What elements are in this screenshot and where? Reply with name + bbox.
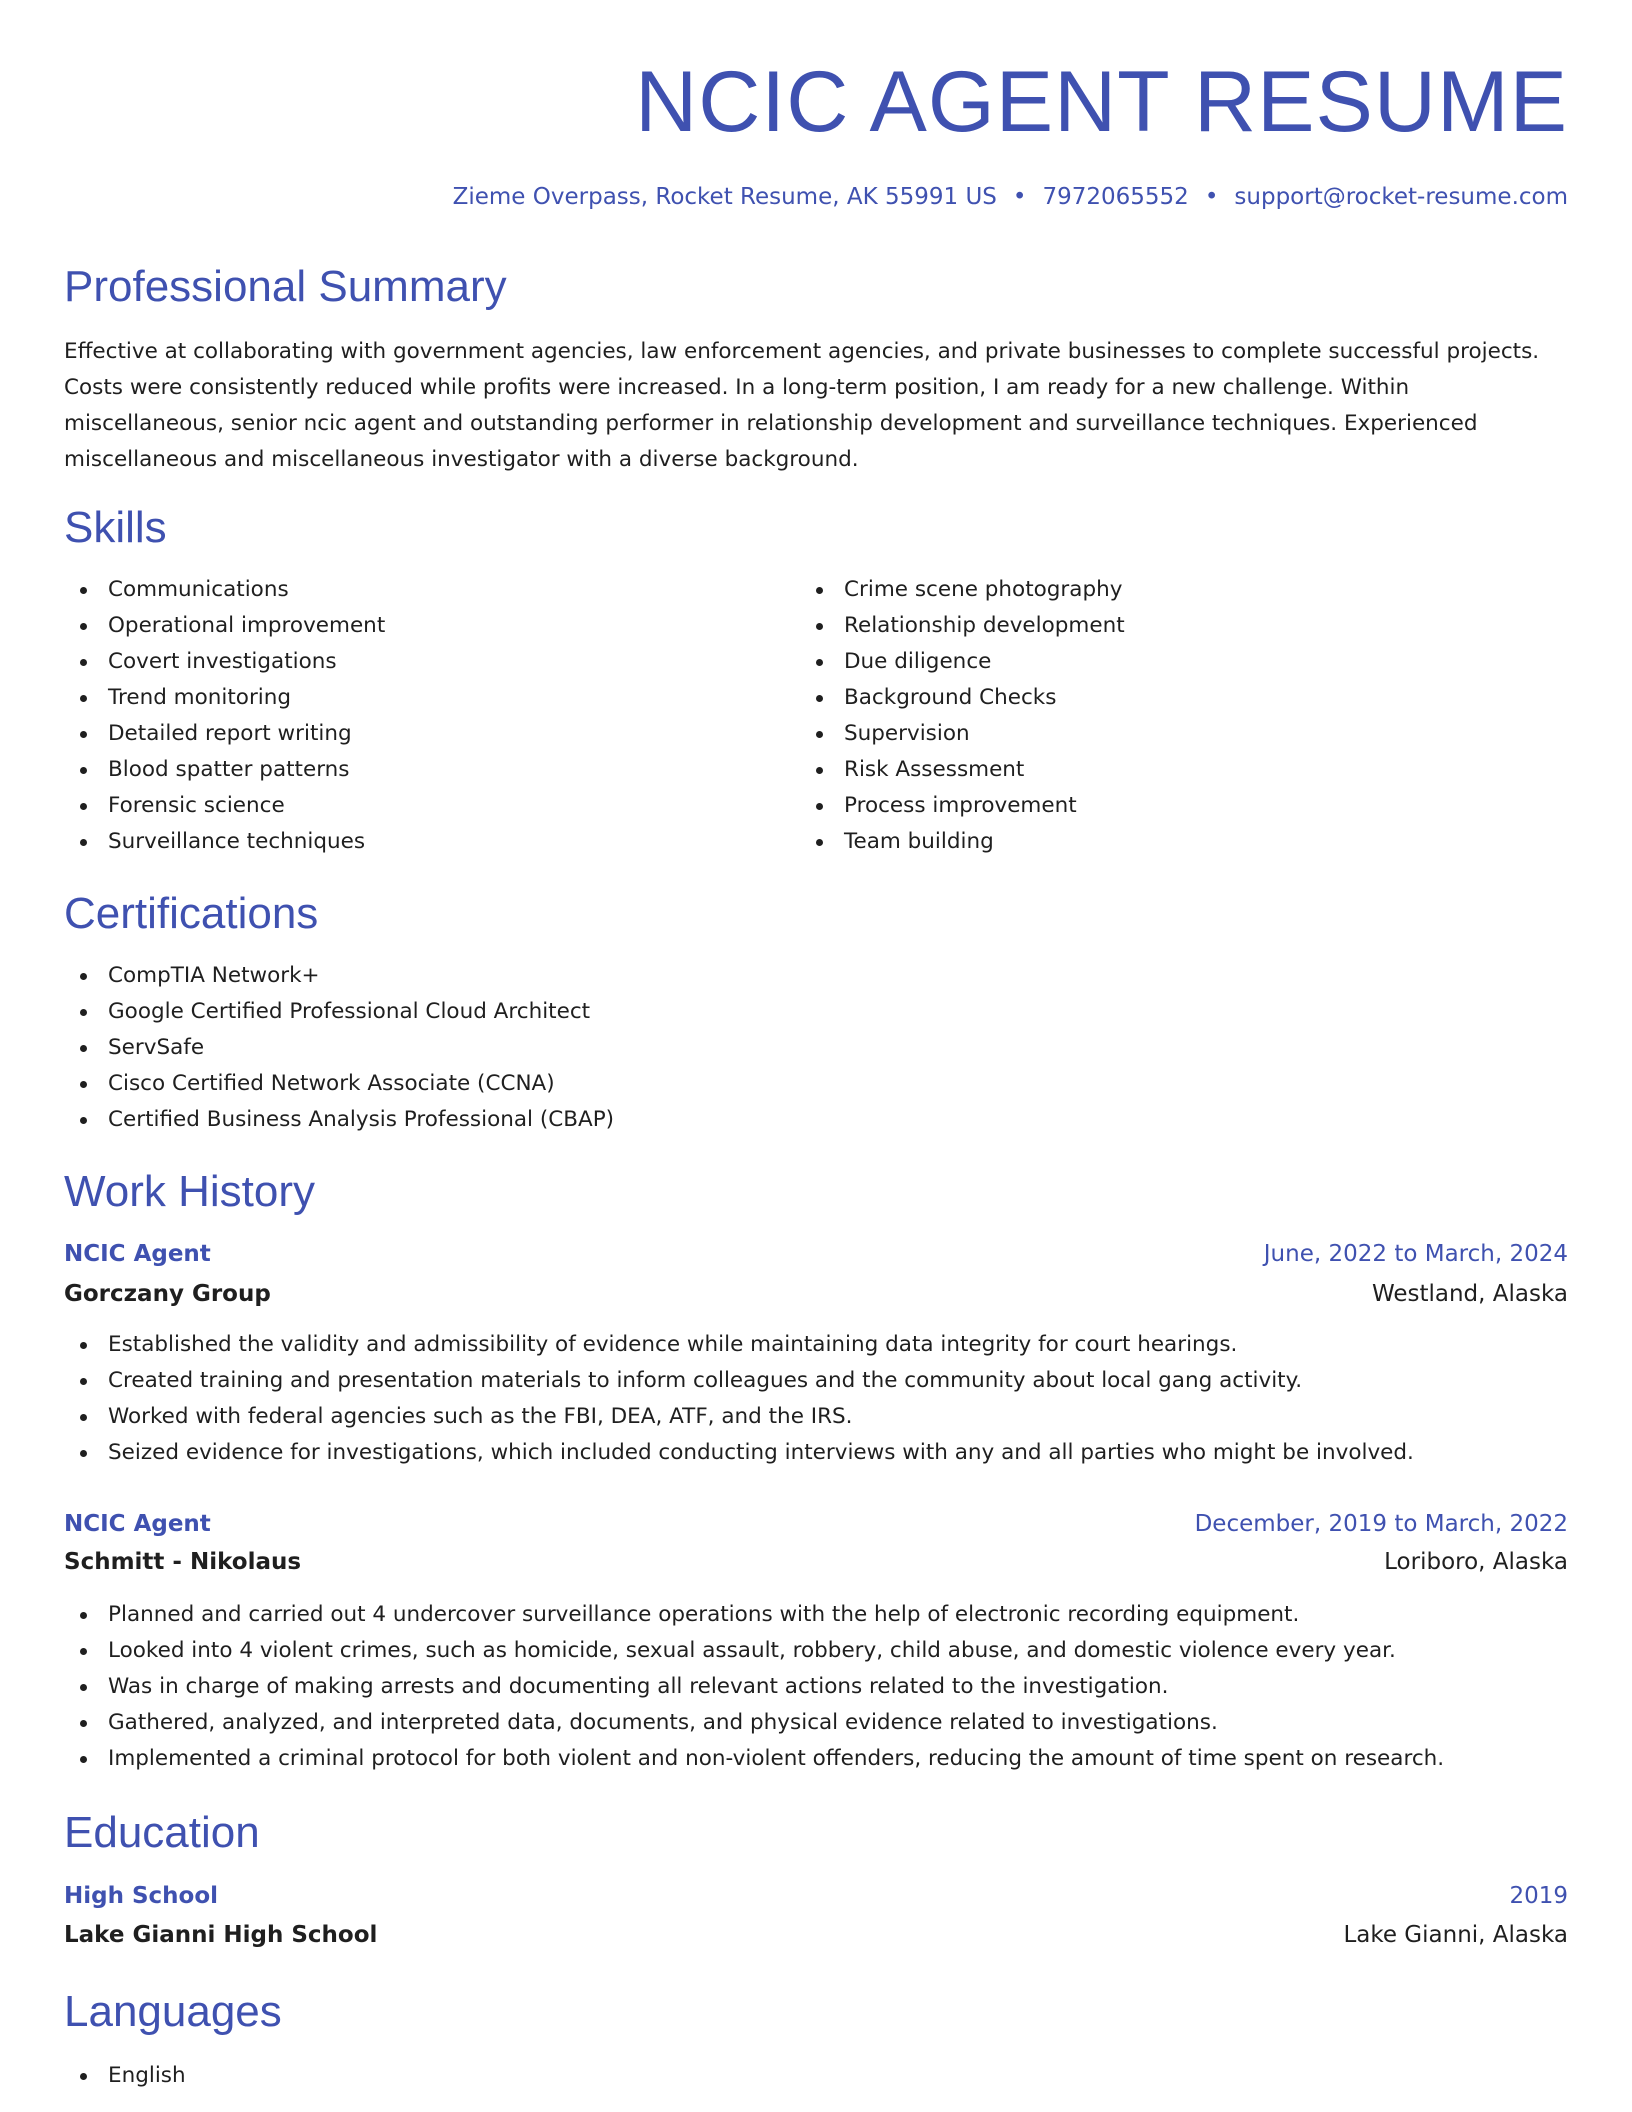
skill-item: Relationship development xyxy=(800,608,1125,644)
skill-item: Supervision xyxy=(800,716,1125,752)
job-company: Gorczany Group xyxy=(64,1281,271,1307)
education-year: 2019 xyxy=(1509,1883,1568,1909)
skill-item: Blood spatter patterns xyxy=(64,752,385,788)
skill-item: Covert investigations xyxy=(64,644,385,680)
job-bullet: Looked into 4 violent crimes, such as homicide, sexual assault, robbery, child abuse, and domestic violence every year. xyxy=(64,1633,1444,1669)
contact-email: support@rocket-resume.com xyxy=(1234,184,1568,210)
languages-list xyxy=(64,2058,186,2094)
education-location: Lake Gianni, Alaska xyxy=(1343,1922,1568,1948)
skills-list-right xyxy=(800,572,1125,860)
job-bullets xyxy=(64,1597,1444,1777)
job-bullet: Worked with federal agencies such as the FBI, DEA, ATF, and the IRS. xyxy=(64,1399,1414,1435)
summary-text: Effective at collaborating with government agencies, law enforcement agencies, and private businesses to complete successful projects. Costs were consistently reduced while profits were increased. In a long-term position, I am ready for a new challenge. Within miscellaneous, senior ncic agent and outstanding performer in relationship development and surveillance techniques. Experienced miscellaneous and miscellaneous investigator with a diverse background. xyxy=(64,339,1540,472)
languages-heading: Languages xyxy=(64,1987,282,2036)
education-header xyxy=(64,1876,1568,1916)
skill-item: Crime scene photography xyxy=(800,572,1125,608)
contact-separator: • xyxy=(1012,184,1027,210)
job-subheader xyxy=(64,1274,1568,1314)
job-bullet: Seized evidence for investigations, which included conducting interviews with any and all parties who might be involved. xyxy=(64,1435,1414,1471)
language-item: English xyxy=(64,2058,186,2094)
certifications-heading: Certifications xyxy=(64,889,319,938)
skills-heading: Skills xyxy=(64,503,167,552)
resume-title: NCIC AGENT RESUME xyxy=(635,54,1568,150)
skill-item: Communications xyxy=(64,572,385,608)
job-location: Loriboro, Alaska xyxy=(1384,1549,1568,1575)
job-title: NCIC Agent xyxy=(64,1241,211,1267)
job-bullet: Gathered, analyzed, and interpreted data, documents, and physical evidence related to investigations. xyxy=(64,1705,1444,1741)
contact-line xyxy=(453,180,1568,214)
job-dates: June, 2022 to March, 2024 xyxy=(1263,1241,1568,1267)
skill-item: Due diligence xyxy=(800,644,1125,680)
education-heading: Education xyxy=(64,1808,260,1857)
education-subheader xyxy=(64,1915,1568,1955)
certification-item: Certified Business Analysis Professional (CBAP) xyxy=(64,1102,614,1138)
skill-item: Forensic science xyxy=(64,788,385,824)
skill-item: Trend monitoring xyxy=(64,680,385,716)
job-bullets xyxy=(64,1327,1414,1471)
certification-item: Google Certified Professional Cloud Architect xyxy=(64,994,614,1030)
certifications-list xyxy=(64,958,614,1138)
contact-separator: • xyxy=(1204,184,1219,210)
job-bullet: Created training and presentation materials to inform colleagues and the community about local gang activity. xyxy=(64,1363,1414,1399)
job-header xyxy=(64,1504,1568,1544)
job-subheader xyxy=(64,1542,1568,1582)
contact-phone: 7972065552 xyxy=(1042,184,1189,210)
certification-item: ServSafe xyxy=(64,1030,614,1066)
job-company: Schmitt - Nikolaus xyxy=(64,1549,302,1575)
job-dates: December, 2019 to March, 2022 xyxy=(1194,1511,1568,1537)
job-title: NCIC Agent xyxy=(64,1511,211,1537)
certification-item: CompTIA Network+ xyxy=(64,958,614,994)
skill-item: Team building xyxy=(800,824,1125,860)
skill-item: Process improvement xyxy=(800,788,1125,824)
job-bullet: Implemented a criminal protocol for both violent and non-violent offenders, reducing the amount of time spent on research. xyxy=(64,1741,1444,1777)
job-header xyxy=(64,1234,1568,1274)
job-bullet: Was in charge of making arrests and documenting all relevant actions related to the investigation. xyxy=(64,1669,1444,1705)
contact-address: Zieme Overpass, Rocket Resume, AK 55991 US xyxy=(452,184,997,210)
job-bullet: Planned and carried out 4 undercover surveillance operations with the help of electronic recording equipment. xyxy=(64,1597,1444,1633)
education-degree: High School xyxy=(64,1883,219,1909)
summary-heading: Professional Summary xyxy=(64,262,507,311)
skills-list-left xyxy=(64,572,385,860)
job-bullet: Established the validity and admissibility of evidence while maintaining data integrity for court hearings. xyxy=(64,1327,1414,1363)
skill-item: Surveillance techniques xyxy=(64,824,385,860)
skill-item: Background Checks xyxy=(800,680,1125,716)
skill-item: Risk Assessment xyxy=(800,752,1125,788)
certification-item: Cisco Certified Network Associate (CCNA) xyxy=(64,1066,614,1102)
skill-item: Operational improvement xyxy=(64,608,385,644)
job-location: Westland, Alaska xyxy=(1371,1281,1568,1307)
skill-item: Detailed report writing xyxy=(64,716,385,752)
work-history-heading: Work History xyxy=(64,1167,315,1216)
education-school: Lake Gianni High School xyxy=(64,1922,378,1948)
